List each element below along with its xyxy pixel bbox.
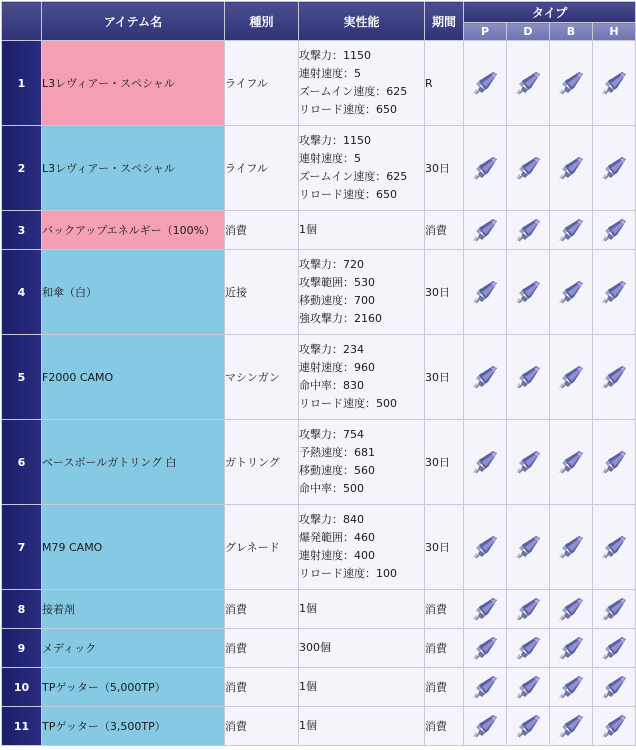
performance-cell — [299, 505, 425, 590]
category-cell: ガトリング — [225, 420, 299, 505]
type-d-cell — [507, 707, 550, 746]
period-cell: 30日 — [425, 420, 464, 505]
stat-line: 攻撃力：1150 — [299, 134, 371, 147]
rocket-icon — [600, 602, 628, 615]
header-item-name: アイテム名 — [42, 2, 225, 41]
stat-line: 連射速度：400 — [299, 549, 375, 562]
period-cell: 消費 — [425, 590, 464, 629]
type-d-cell — [507, 505, 550, 590]
item-name-cell[interactable]: F2000 CAMO — [42, 335, 225, 420]
category-cell: ライフル — [225, 126, 299, 211]
period-cell: 30日 — [425, 335, 464, 420]
header-category: 種別 — [225, 2, 299, 41]
item-name-cell[interactable]: M79 CAMO — [42, 505, 225, 590]
row-number: 4 — [2, 250, 42, 335]
stat-line: 移動速度：700 — [299, 294, 375, 307]
stat-line: 攻撃力：234 — [299, 343, 364, 356]
type-h-cell — [593, 211, 636, 250]
period-cell: 30日 — [425, 250, 464, 335]
table-row — [2, 126, 636, 211]
category-cell: ライフル — [225, 41, 299, 126]
category-cell: 消費 — [225, 629, 299, 668]
type-b-cell — [550, 629, 593, 668]
header-type-b: B — [550, 23, 593, 41]
rocket-icon — [514, 76, 542, 89]
item-name-cell[interactable]: ベースボールガトリング 白 — [42, 420, 225, 505]
category-cell: 消費 — [225, 707, 299, 746]
category-cell: グレネード — [225, 505, 299, 590]
row-number: 7 — [2, 505, 42, 590]
type-d-cell — [507, 335, 550, 420]
performance-cell — [299, 211, 425, 250]
row-number: 8 — [2, 590, 42, 629]
performance-cell — [299, 420, 425, 505]
stat-line: 移動速度：560 — [299, 464, 375, 477]
header-type: タイプ — [464, 2, 636, 23]
type-h-cell — [593, 250, 636, 335]
period-cell: 消費 — [425, 707, 464, 746]
rocket-icon — [557, 285, 585, 298]
stat-line: 強攻撃力：2160 — [299, 312, 382, 325]
stat-line: 1個 — [299, 602, 317, 615]
rocket-icon — [514, 455, 542, 468]
type-b-cell — [550, 668, 593, 707]
period-cell: 消費 — [425, 668, 464, 707]
stat-line: 1個 — [299, 719, 317, 732]
item-name-cell[interactable]: TPゲッター（3,500TP） — [42, 707, 225, 746]
stat-line: 予熱速度：681 — [299, 446, 375, 459]
stat-line: 攻撃範囲：530 — [299, 276, 375, 289]
stat-line: リロード速度：650 — [299, 188, 397, 201]
rocket-icon — [600, 76, 628, 89]
type-h-cell — [593, 41, 636, 126]
type-d-cell — [507, 250, 550, 335]
rocket-icon — [600, 455, 628, 468]
period-cell: 消費 — [425, 629, 464, 668]
performance-cell — [299, 668, 425, 707]
stat-line: 連射速度：960 — [299, 361, 375, 374]
stat-line: 300個 — [299, 641, 331, 654]
stat-line: 攻撃力：754 — [299, 428, 364, 441]
stat-line: リロード速度：650 — [299, 103, 397, 116]
item-table — [1, 1, 636, 746]
stat-line: 1個 — [299, 223, 317, 236]
rocket-icon — [600, 370, 628, 383]
type-b-cell — [550, 590, 593, 629]
rocket-icon — [471, 76, 499, 89]
rocket-icon — [557, 161, 585, 174]
rocket-icon — [514, 285, 542, 298]
type-p-cell — [464, 250, 507, 335]
rocket-icon — [514, 370, 542, 383]
rocket-icon — [557, 455, 585, 468]
type-b-cell — [550, 420, 593, 505]
table-header — [2, 2, 636, 41]
type-h-cell — [593, 505, 636, 590]
header-type-p: P — [464, 23, 507, 41]
header-type-h: H — [593, 23, 636, 41]
period-cell: 消費 — [425, 211, 464, 250]
item-name-cell[interactable]: メディック — [42, 629, 225, 668]
performance-cell — [299, 126, 425, 211]
table-row — [2, 668, 636, 707]
category-cell: 消費 — [225, 590, 299, 629]
rocket-icon — [471, 719, 499, 732]
row-number: 6 — [2, 420, 42, 505]
rocket-icon — [514, 719, 542, 732]
header-performance: 実性能 — [299, 2, 425, 41]
stat-line: 1個 — [299, 680, 317, 693]
performance-cell — [299, 707, 425, 746]
rocket-icon — [600, 285, 628, 298]
rocket-icon — [600, 161, 628, 174]
rocket-icon — [557, 719, 585, 732]
type-p-cell — [464, 629, 507, 668]
performance-cell — [299, 629, 425, 668]
type-h-cell — [593, 668, 636, 707]
period-cell: 30日 — [425, 126, 464, 211]
stat-line: 爆発範囲：460 — [299, 531, 375, 544]
rocket-icon — [557, 641, 585, 654]
table-row — [2, 505, 636, 590]
type-p-cell — [464, 335, 507, 420]
type-h-cell — [593, 126, 636, 211]
period-cell: R — [425, 41, 464, 126]
period-cell: 30日 — [425, 505, 464, 590]
header-type-d: D — [507, 23, 550, 41]
rocket-icon — [471, 455, 499, 468]
performance-cell — [299, 250, 425, 335]
type-d-cell — [507, 590, 550, 629]
category-cell: 消費 — [225, 211, 299, 250]
type-d-cell — [507, 211, 550, 250]
rocket-icon — [557, 370, 585, 383]
rocket-icon — [471, 161, 499, 174]
category-cell: マシンガン — [225, 335, 299, 420]
type-b-cell — [550, 707, 593, 746]
rocket-icon — [600, 680, 628, 693]
header-period: 期間 — [425, 2, 464, 41]
table-row — [2, 420, 636, 505]
row-number: 5 — [2, 335, 42, 420]
table-body — [2, 41, 636, 746]
performance-cell — [299, 41, 425, 126]
row-number: 10 — [2, 668, 42, 707]
type-d-cell — [507, 126, 550, 211]
table-row — [2, 211, 636, 250]
stat-line: ズームイン速度：625 — [299, 85, 408, 98]
type-b-cell — [550, 335, 593, 420]
rocket-icon — [471, 223, 499, 236]
type-h-cell — [593, 629, 636, 668]
table-row — [2, 707, 636, 746]
type-p-cell — [464, 668, 507, 707]
rocket-icon — [600, 719, 628, 732]
type-h-cell — [593, 420, 636, 505]
item-name-cell[interactable]: L3レヴィアー・スペシャル — [42, 126, 225, 211]
type-p-cell — [464, 41, 507, 126]
row-number: 2 — [2, 126, 42, 211]
header-index-blank — [2, 2, 42, 41]
type-p-cell — [464, 590, 507, 629]
type-b-cell — [550, 41, 593, 126]
stat-line: 連射速度：5 — [299, 152, 361, 165]
performance-cell — [299, 590, 425, 629]
type-p-cell — [464, 505, 507, 590]
type-p-cell — [464, 126, 507, 211]
type-d-cell — [507, 41, 550, 126]
rocket-icon — [471, 285, 499, 298]
rocket-icon — [557, 76, 585, 89]
rocket-icon — [471, 680, 499, 693]
rocket-icon — [514, 680, 542, 693]
type-p-cell — [464, 707, 507, 746]
table-row — [2, 250, 636, 335]
type-p-cell — [464, 211, 507, 250]
type-b-cell — [550, 505, 593, 590]
type-d-cell — [507, 668, 550, 707]
type-d-cell — [507, 420, 550, 505]
category-cell: 近接 — [225, 250, 299, 335]
rocket-icon — [514, 540, 542, 553]
stat-line: 命中率：500 — [299, 482, 364, 495]
stat-line: 攻撃力：720 — [299, 258, 364, 271]
stat-line: ズームイン速度：625 — [299, 170, 408, 183]
rocket-icon — [557, 680, 585, 693]
rocket-icon — [557, 223, 585, 236]
type-d-cell — [507, 629, 550, 668]
rocket-icon — [514, 161, 542, 174]
type-h-cell — [593, 707, 636, 746]
rocket-icon — [557, 540, 585, 553]
rocket-icon — [514, 223, 542, 236]
type-b-cell — [550, 250, 593, 335]
type-b-cell — [550, 126, 593, 211]
item-name-cell[interactable]: TPゲッター（5,000TP） — [42, 668, 225, 707]
type-h-cell — [593, 335, 636, 420]
stat-line: リロード速度：500 — [299, 397, 397, 410]
stat-line: 攻撃力：840 — [299, 513, 364, 526]
stat-line: 命中率：830 — [299, 379, 364, 392]
table-row — [2, 41, 636, 126]
rocket-icon — [600, 540, 628, 553]
table-row — [2, 629, 636, 668]
rocket-icon — [471, 602, 499, 615]
type-b-cell — [550, 211, 593, 250]
row-number: 11 — [2, 707, 42, 746]
category-cell: 消費 — [225, 668, 299, 707]
rocket-icon — [514, 641, 542, 654]
item-name-cell[interactable]: 和傘（白） — [42, 250, 225, 335]
type-h-cell — [593, 590, 636, 629]
table-row — [2, 590, 636, 629]
table-row — [2, 335, 636, 420]
rocket-icon — [471, 370, 499, 383]
rocket-icon — [471, 540, 499, 553]
rocket-icon — [600, 641, 628, 654]
rocket-icon — [600, 223, 628, 236]
performance-cell — [299, 335, 425, 420]
item-name-cell[interactable]: バックアップエネルギー（100%） — [42, 211, 225, 250]
row-number: 1 — [2, 41, 42, 126]
rocket-icon — [557, 602, 585, 615]
stat-line: 攻撃力：1150 — [299, 49, 371, 62]
row-number: 3 — [2, 211, 42, 250]
rocket-icon — [471, 641, 499, 654]
stat-line: 連射速度：5 — [299, 67, 361, 80]
rocket-icon — [514, 602, 542, 615]
stat-line: リロード速度：100 — [299, 567, 397, 580]
item-name-cell[interactable]: 接着剤 — [42, 590, 225, 629]
item-name-cell[interactable]: L3レヴィアー・スペシャル — [42, 41, 225, 126]
row-number: 9 — [2, 629, 42, 668]
type-p-cell — [464, 420, 507, 505]
